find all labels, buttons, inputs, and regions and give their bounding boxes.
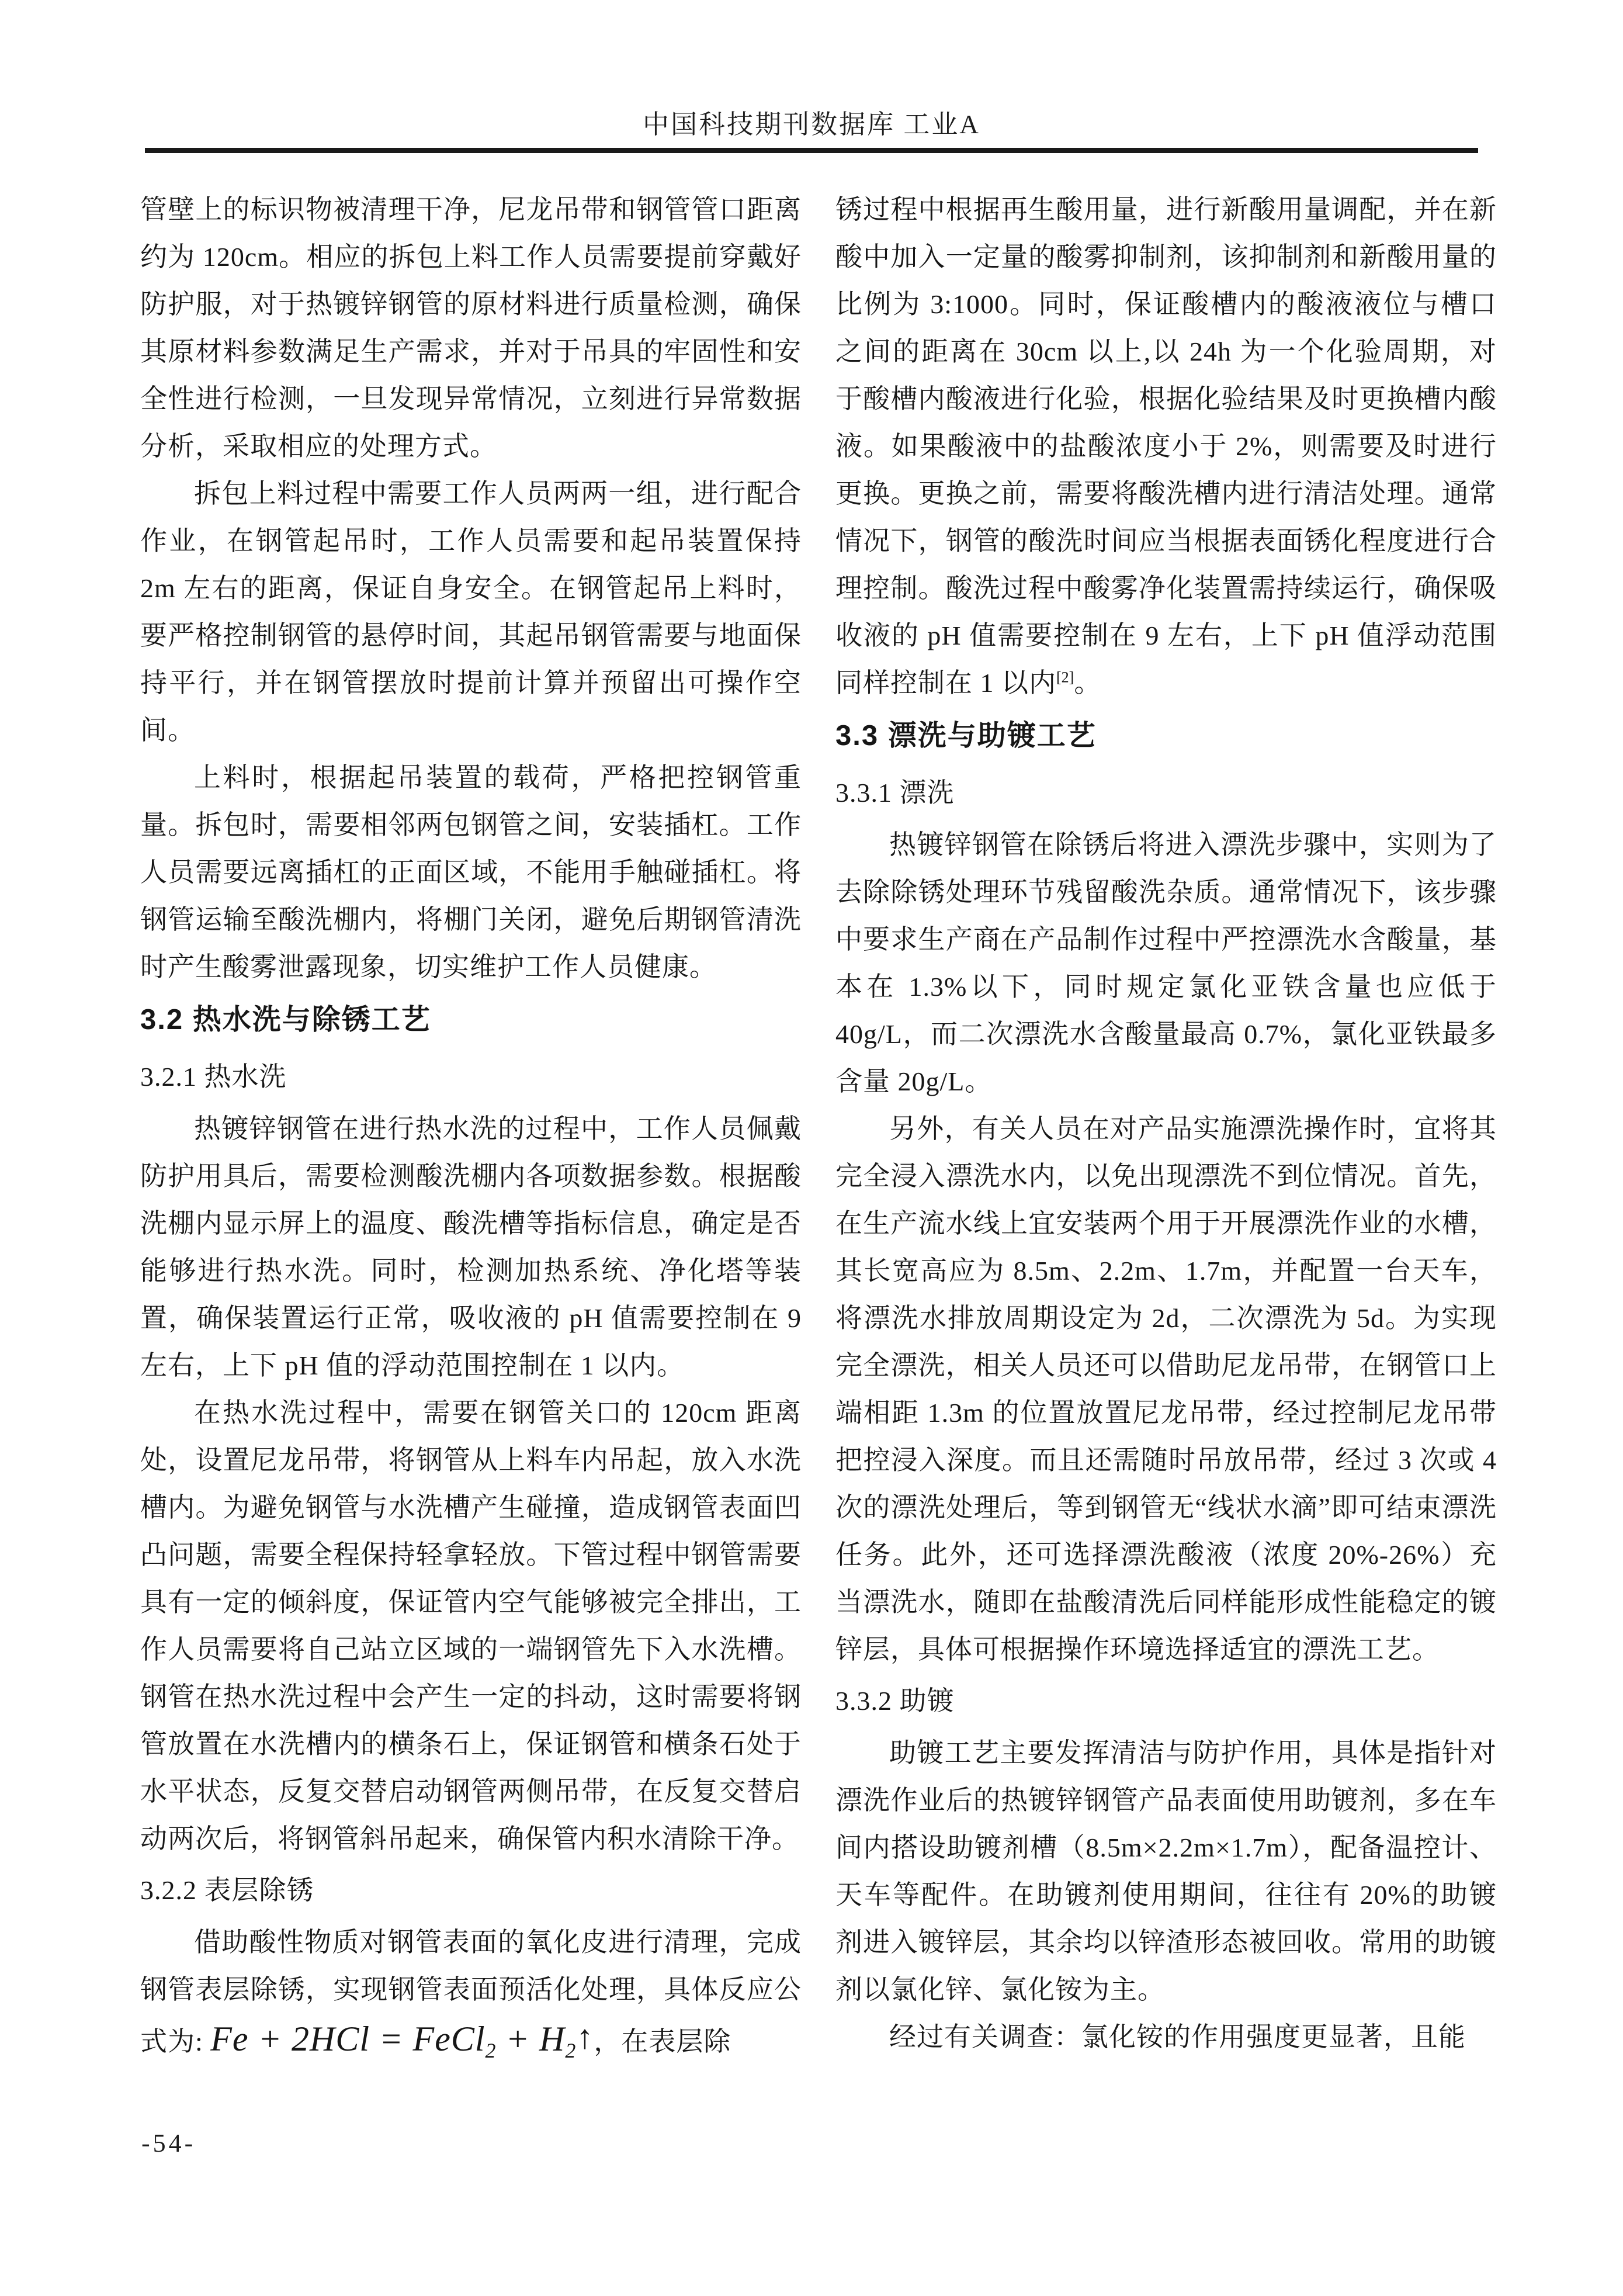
paragraph: 上料时，根据起吊装置的载荷，严格把控钢管重量。拆包时，需要相邻两包钢管之间，安装插杠。工作人员需要远离插杠的正面区域，不能用手触碰插杠。将钢管运输至酸洗棚内，将棚门关闭，避免后期钢管清洗时产生酸雾泄露现象，切实维护工作人员健康。 — [140, 763, 802, 982]
text-run: 借助酸性物质对钢管表面的氧化皮进行清理，完成钢管表层除锈，实现钢管表面预活化处理，具体反应公式为: — [140, 1927, 802, 2056]
page-header — [0, 103, 1623, 141]
text-run: ，在表层除 — [594, 2027, 731, 2056]
paragraph: 助镀工艺主要发挥清洁与防护作用，具体是指针对漂洗作业后的热镀锌钢管产品表面使用助镀剂，多在车间内搭设助镀剂槽（8.5m×2.2m×1.7m），配备温控计、天车等配件。在助镀剂使用期间，往往有 20%的助镀剂进入镀锌层，其余均以锌渣形态被回收。常用的助镀剂以氯化锌、氯化铵为主。 — [835, 1738, 1497, 2004]
formula-subscript: 2 — [565, 2039, 577, 2062]
paragraph — [835, 186, 1497, 707]
article-body — [140, 186, 1497, 2065]
left-column — [140, 186, 802, 2065]
subsection-heading: 3.2.2 表层除锈 — [140, 1875, 314, 1905]
subsection-heading: 3.3.2 助镀 — [835, 1686, 955, 1716]
paragraph: 管壁上的标识物被清理干净，尼龙吊带和钢管管口距离约为 120cm。相应的拆包上料工作人员需要提前穿戴好防护服，对于热镀锌钢管的原材料进行质量检测，确保其原材料参数满足生产需求，并对于吊具的牢固性和安全性进行检测，一旦发现异常情况，立刻进行异常数据分析，采取相应的处理方式。 — [140, 195, 802, 461]
text-run: + H — [496, 2020, 566, 2058]
paragraph-with-formula — [140, 1918, 802, 2065]
right-column — [835, 186, 1497, 2065]
subsection-heading: 3.2.1 热水洗 — [140, 1062, 287, 1092]
formula-subscript: 2 — [485, 2039, 497, 2062]
paragraph: 热镀锌钢管在进行热水洗的过程中，工作人员佩戴防护用具后，需要检测酸洗棚内各项数据参数。根据酸洗棚内显示屏上的温度、酸洗槽等指标信息，确定是否能够进行热水洗。同时，检测加热系统、净化塔等装置，确保装置运行正常，吸收液的 pH 值需要控制在 9 左右，上下 pH 值的浮动范围控制在 1 以内。 — [140, 1114, 802, 1380]
paragraph: 另外，有关人员在对产品实施漂洗操作时，宜将其完全浸入漂洗水内，以免出现漂洗不到位情况。首先，在生产流水线上宜安装两个用于开展漂洗作业的水槽，其长宽高应为 8.5m、2.2m、1.7m，并配置一台天车，将漂洗水排放周期设定为 2d，二次漂洗为 5d。为实现完全漂洗，相关人员还可以借助尼龙吊带，在钢管口上端相距 1.3m 的位置放置尼龙吊带，经过控制尼龙吊带把控浸入深度。而且还需随时吊放吊带，经过 3 次或 4 次的漂洗处理后，等到钢管无“线状水滴”即可结束漂洗任务。此外，还可选择漂洗酸液（浓度 20%-26%）充当漂洗水，随即在盐酸清洗后同样能形成性能稳定的镀锌层，具体可根据操作环境选择适宜的漂洗工艺。 — [835, 1114, 1497, 1664]
page-footer — [141, 2128, 196, 2158]
up-arrow-icon: ↑ — [576, 2018, 594, 2056]
paragraph: 经过有关调查：氯化铵的作用强度更显著，且能 — [889, 2022, 1466, 2052]
section-heading: 3.3 漂洗与助镀工艺 — [835, 720, 1097, 752]
section-heading: 3.2 热水洗与除锈工艺 — [140, 1004, 431, 1036]
citation-ref: [2] — [1056, 669, 1074, 686]
page-number: -54- — [141, 2129, 196, 2158]
chemical-formula — [210, 2018, 594, 2062]
header-rule — [145, 148, 1478, 153]
text-run: 。 — [1074, 668, 1102, 698]
subsection-heading: 3.3.1 漂洗 — [835, 778, 955, 808]
paragraph: 拆包上料过程中需要工作人员两两一组，进行配合作业，在钢管起吊时，工作人员需要和起吊装置保持 2m 左右的距离，保证自身安全。在钢管起吊上料时，要严格控制钢管的悬停时间，其起吊钢管需要与地面保持平行，并在钢管摆放时提前计算并预留出可操作空间。 — [140, 479, 802, 745]
journal-title: 中国科技期刊数据库 工业A — [643, 110, 980, 139]
paragraph: 在热水洗过程中，需要在钢管关口的 120cm 距离处，设置尼龙吊带，将钢管从上料车内吊起，放入水洗槽内。为避免钢管与水洗槽产生碰撞，造成钢管表面凹凸问题，需要全程保持轻拿轻放。下管过程中钢管需要具有一定的倾斜度，保证管内空气能够被完全排出，工作人员需要将自己站立区域的一端钢管先下入水洗槽。钢管在热水洗过程中会产生一定的抖动，这时需要将钢管放置在水洗槽内的横条石上，保证钢管和横条石处于水平状态，反复交替启动钢管两侧吊带，在反复交替启动两次后，将钢管斜吊起来，确保管内积水清除干净。 — [140, 1398, 802, 1854]
paragraph: 热镀锌钢管在除锈后将进入漂洗步骤中，实则为了去除除锈处理环节残留酸洗杂质。通常情况下，该步骤中要求生产商在产品制作过程中严控漂洗水含酸量，基本在 1.3%以下，同时规定氯化亚铁含量也应低于 40g/L，而二次漂洗水含酸量最高 0.7%，氯化亚铁最多含量 20g/L。 — [835, 830, 1497, 1096]
text-run: 锈过程中根据再生酸用量，进行新酸用量调配，并在新酸中加入一定量的酸雾抑制剂，该抑制剂和新酸用量的比例为 3:1000。同时，保证酸槽内的酸液液位与槽口之间的距离在 30cm 以上,以 24h 为一个化验周期，对于酸槽内酸液进行化验，根据化验结果及时更换槽内酸液。如果酸液中的盐酸浓度小于 2%，则需要及时进行更换。更换之前，需要将酸洗槽内进行清洁处理。通常情况下，钢管的酸洗时间应当根据表面锈化程度进行合理控制。酸洗过程中酸雾净化装置需持续运行，确保吸收液的 pH 值需要控制在 9 左右，上下 pH 值浮动范围同样控制在 1 以内 — [835, 195, 1497, 698]
text-run: Fe + 2HCl = FeCl — [210, 2020, 485, 2058]
